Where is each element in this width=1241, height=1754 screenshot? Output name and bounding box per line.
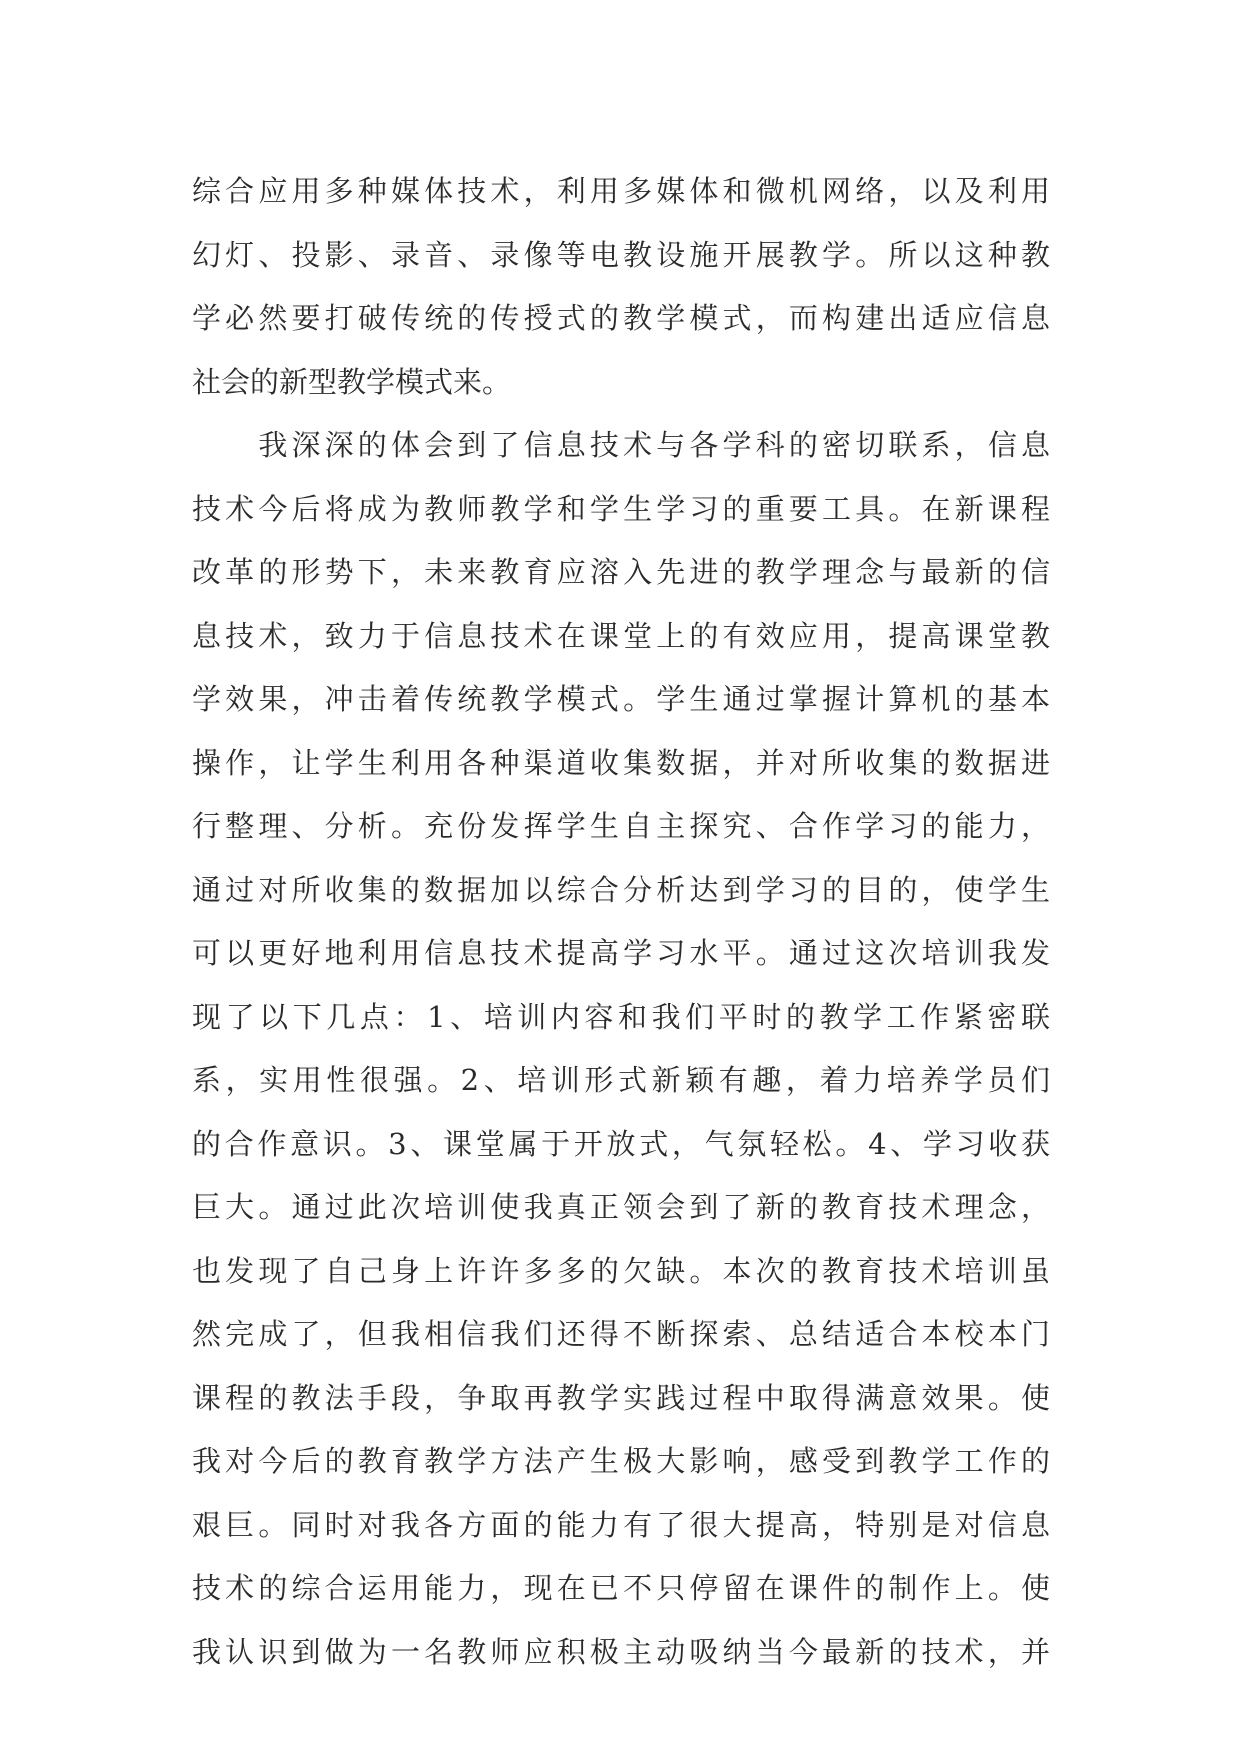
- text-line: 学必然要打破传统的传授式的教学模式，而构建出适应信息: [192, 301, 1050, 335]
- text-line: 技术今后将成为教师教学和学生学习的重要工具。在新课程: [192, 491, 1050, 526]
- text-line: 社会的新型教学模式来。: [192, 364, 512, 399]
- text-line: 改革的形势下，未来教育应溶入先进的教学理念与最新的信: [192, 555, 1050, 589]
- text-line: 也发现了自己身上许许多多的欠缺。本次的教育技术培训虽: [192, 1253, 1050, 1288]
- text-line: 学效果，冲击着传统教学模式。学生通过掌握计算机的基本: [192, 682, 1050, 716]
- text-line: 系，实用性很强。2、培训形式新颖有趣，着力培养学员们: [192, 1063, 1050, 1097]
- text-line: 的合作意识。3、课堂属于开放式，气氛轻松。4、学习收获: [192, 1126, 1050, 1161]
- text-line: 巨大。通过此次培训使我真正领会到了新的教育技术理念，: [192, 1190, 1050, 1224]
- text-line: 然完成了，但我相信我们还得不断探索、总结适合本校本门: [192, 1317, 1050, 1351]
- text-line: 可以更好地利用信息技术提高学习水平。通过这次培训我发: [192, 936, 1050, 970]
- text-line: 现了以下几点：1、培训内容和我们平时的教学工作紧密联: [192, 999, 1050, 1034]
- text-line: 我对今后的教育教学方法产生极大影响，感受到教学工作的: [192, 1444, 1050, 1478]
- text-line: 课程的教法手段，争取再教学实践过程中取得满意效果。使: [192, 1380, 1050, 1415]
- text-line: 综合应用多种媒体技术，利用多媒体和微机网络，以及利用: [192, 174, 1050, 208]
- text-line: 我认识到做为一名教师应积极主动吸纳当今最新的技术，并: [192, 1634, 1050, 1669]
- text-line: 行整理、分析。充份发挥学生自主探究、合作学习的能力，: [192, 809, 1050, 843]
- text-line: 操作，让学生利用各种渠道收集数据，并对所收集的数据进: [192, 745, 1050, 780]
- text-line: 技术的综合运用能力，现在已不只停留在课件的制作上。使: [192, 1571, 1050, 1605]
- text-line: 通过对所收集的数据加以综合分析达到学习的目的，使学生: [192, 872, 1050, 907]
- text-line: 幻灯、投影、录音、录像等电教设施开展教学。所以这种教: [192, 237, 1050, 272]
- text-line: 息技术，致力于信息技术在课堂上的有效应用，提高课堂教: [192, 618, 1050, 653]
- text-line: 我深深的体会到了信息技术与各学科的密切联系，信息: [192, 428, 1050, 462]
- text-line: 艰巨。同时对我各方面的能力有了很大提高，特别是对信息: [192, 1507, 1050, 1542]
- body-text: [192, 160, 1050, 1684]
